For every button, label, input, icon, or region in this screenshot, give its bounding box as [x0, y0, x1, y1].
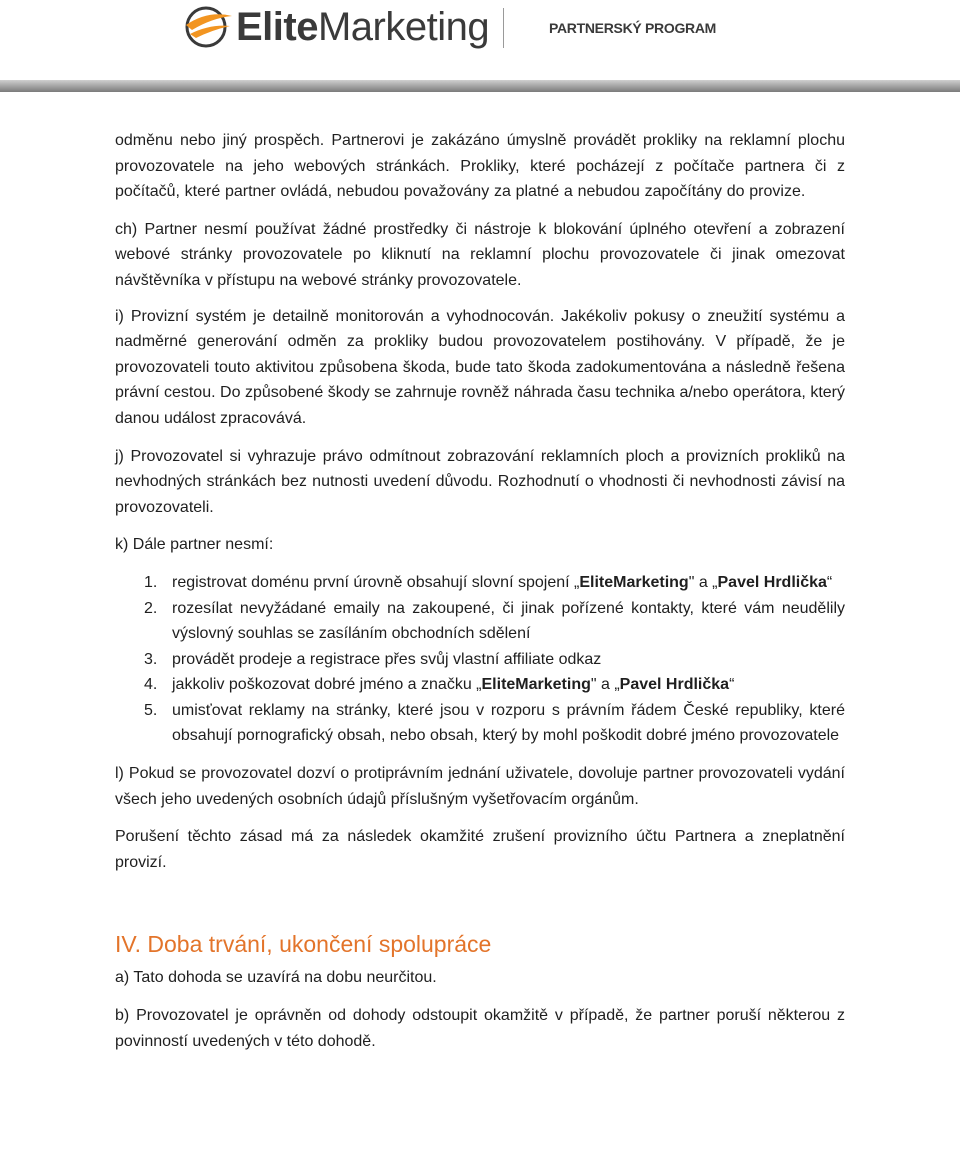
- header-bar: [0, 80, 960, 92]
- paragraph-a: a) Tato dohoda se uzavírá na dobu neurčitou.: [115, 969, 437, 987]
- brand-name-bold: Elite: [236, 5, 318, 49]
- list-text: umisťovat reklamy na stránky, které jsou v rozporu s právním řádem České republiky, které obsahují pornografický obsah, nebo obsah, který by mohl poškodit dobré jméno provozovatele: [172, 701, 845, 745]
- list-text: provádět prodeje a registrace přes svůj vlastní affiliate odkaz: [172, 650, 602, 668]
- list-text: jakkoliv poškozovat dobré jméno a značku „: [172, 676, 482, 694]
- list-number: 2.: [144, 599, 158, 617]
- paragraph-l: l) Pokud se provozovatel dozví o protiprávním jednání uživatele, dovoluje partner provozovateli vydání všech jeho uvedených osobních údajů příslušným vyšetřovacím orgánům.: [115, 765, 845, 808]
- paragraph-b: b) Provozovatel je oprávněn od dohody odstoupit okamžitě v případě, že partner poruší některou z povinností uvedených v této dohodě.: [115, 1007, 845, 1050]
- list-item: [115, 570, 845, 596]
- program-label: PARTNERSKÝ PROGRAM: [549, 20, 717, 36]
- paragraph-k: k) Dále partner nesmí:: [115, 536, 274, 554]
- list-bold: EliteMarketing: [481, 676, 591, 694]
- list-text: registrovat doménu první úrovně obsahují slovní spojení „: [172, 573, 580, 591]
- paragraph-violation: Porušení těchto zásad má za následek okamžité zrušení provizního účtu Partnera a zneplatnění provizí.: [115, 828, 845, 871]
- elite-marketing-logo-icon: [184, 4, 234, 50]
- paragraph-i: i) Provizní systém je detailně monitorován a vyhodnocován. Jakékoliv pokusy o zneužití systému a nadměrné generování odměn za prokliky budou provozovatelem postihovány. V případě, že je provozovateli touto aktivitou způsobena škoda, bude tato škoda zadokumentována a následně řešena právní cestou. Do způsobené škody se zahrnuje rovněž náhrada času technika a/nebo operátora, který danou událost zpracovává.: [115, 307, 845, 427]
- brand-name-light: Marketing: [317, 5, 490, 49]
- header-divider: [503, 8, 504, 48]
- list-text: rozesílat nevyžádané emaily na zakoupené, či jinak pořízené kontakty, které vám neudělily výslovný souhlas se zasíláním obchodních sdělení: [172, 599, 845, 643]
- document-body: [115, 128, 845, 1054]
- list-text: “: [826, 573, 833, 591]
- list-text: " a „: [688, 573, 718, 591]
- brand-name: [236, 4, 489, 50]
- list-bold: EliteMarketing: [579, 573, 689, 591]
- paragraph-intro: odměnu nebo jiný prospěch. Partnerovi je zakázáno úmyslně provádět prokliky na reklamní plochu provozovatele na jeho webových stránkách. Prokliky, které pocházejí z počítače partnera či z počítačů, které partner ovládá, nebudou považovány za platné a nebudou započítány do provize.: [115, 132, 845, 201]
- list-item: [115, 647, 845, 673]
- restrictions-list: [115, 570, 845, 749]
- paragraph-j: j) Provozovatel si vyhrazuje právo odmítnout zobrazování reklamních ploch a provizních prokliků na nevhodných stránkách bez nutnosti uvedení důvodu. Rozhodnutí o vhodnosti či nevhodnosti závisí na provozovateli.: [115, 447, 845, 516]
- page-header: [0, 0, 960, 92]
- list-item: [115, 672, 845, 698]
- list-item: [115, 596, 845, 647]
- list-item: [115, 698, 845, 749]
- list-number: 4.: [144, 676, 158, 694]
- section-title: IV. Doba trvání, ukončení spolupráce: [115, 931, 492, 958]
- list-number: 3.: [144, 650, 158, 668]
- list-bold: Pavel Hrdlička: [717, 573, 827, 591]
- list-number: 1.: [144, 573, 158, 591]
- list-number: 5.: [144, 701, 158, 719]
- list-text: " a „: [590, 676, 620, 694]
- list-bold: Pavel Hrdlička: [619, 676, 730, 694]
- paragraph-ch: ch) Partner nesmí používat žádné prostředky či nástroje k blokování úplného otevření a zobrazení webové stránky provozovatele po kliknutí na reklamní plochu provozovatele či jinak omezovat návštěvníka v přístupu na webové stránky provozovatele.: [115, 220, 845, 289]
- list-text: “: [729, 676, 735, 694]
